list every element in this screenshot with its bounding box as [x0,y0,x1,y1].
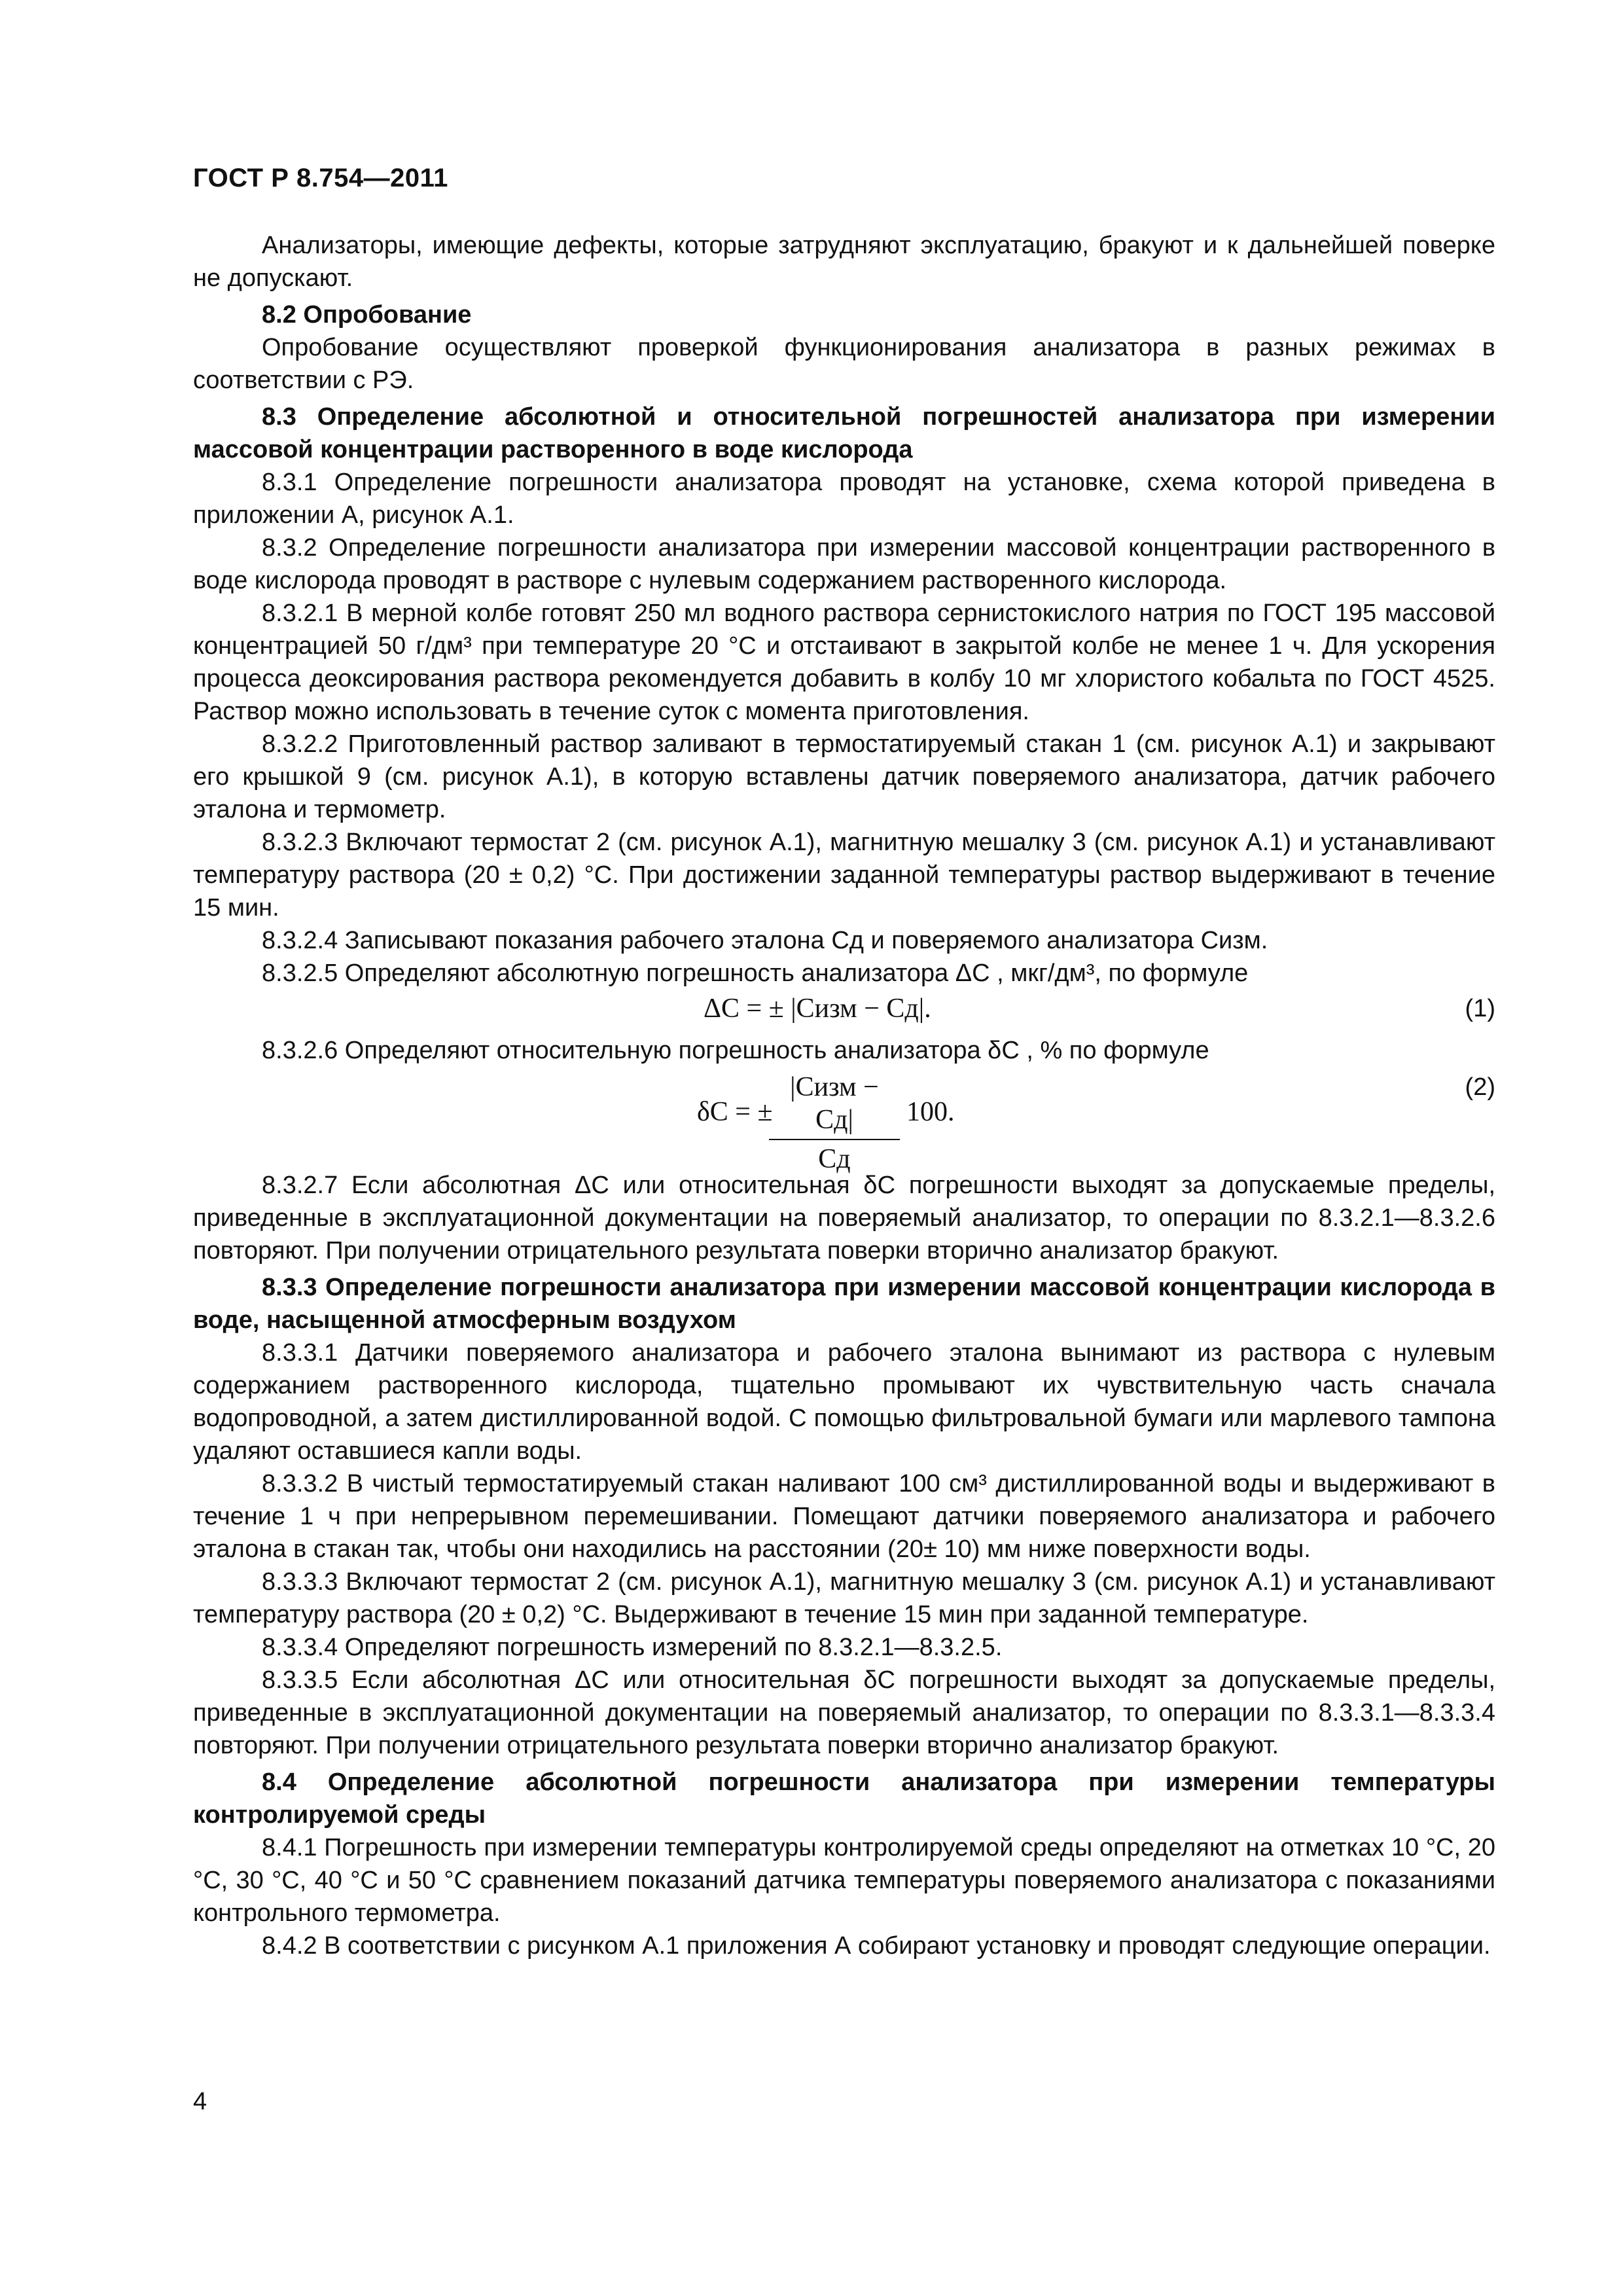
paragraph-8-4-2: 8.4.2 В соответствии с рисунком А.1 приложения А собирают установку и проводят следующие операции. [262,1932,1491,1960]
paragraph-8-3-3-4: 8.3.3.4 Определяют погрешность измерений по 8.3.2.1—8.3.2.5. [262,1634,1003,1661]
paragraph-8-3-2-7: 8.3.2.7 Если абсолютная ΔC или относительная δC погрешности выходят за допускаемые пределы, приведенные в эксплуатационной документации на поверяемый анализатор, то операции по 8.3.2.1—8.3.2.6 повторяют. При получении отрицательного результата поверки вторично анализатор бракуют. [193,1172,1495,1265]
heading-8-4: 8.4 Определение абсолютной погрешности анализатора при измерении температуры контролируемой среды [193,1768,1495,1829]
paragraph-8-2: Опробование осуществляют проверкой функционирования анализатора в разных режимах в соответствии с РЭ. [193,334,1495,394]
paragraph-8-3-2-5: 8.3.2.5 Определяют абсолютную погрешность анализатора ΔC , мкг/дм³, по формуле [262,960,1249,987]
paragraph-8-3-2-2: 8.3.2.2 Приготовленный раствор заливают в термостатируемый стакан 1 (см. рисунок А.1) и закрывают его крышкой 9 (см. рисунок А.1), в которую вставлены датчик поверяемого анализатора, датчик рабочего эталона и термометр. [193,730,1495,823]
paragraph-8-3-3-1: 8.3.3.1 Датчики поверяемого анализатора и рабочего эталона вынимают из раствора с нулевым содержанием растворенного кислорода, тщательно промывают их чувствительную часть сначала водопроводной, а затем дистиллированной водой. С помощью фильтровальной бумаги или марлевого тампона удаляют оставшиеся капли воды. [193,1339,1495,1465]
formula-2-lhs: δC = ± [697,1097,773,1127]
formula-1 [193,992,1495,1031]
page-number: 4 [193,2088,207,2115]
document-body [193,229,1495,1962]
paragraph-8-3-3-5: 8.3.3.5 Если абсолютная ΔC или относительная δC погрешности выходят за допускаемые пределы, приведенные в эксплуатационной документации на поверяемый анализатор, то операции по 8.3.3.1—8.3.3.4 повторяют. При получении отрицательного результата поверки вторично анализатор бракуют. [193,1666,1495,1759]
formula-2 [193,1071,1495,1174]
formula-2-tail: 100. [906,1097,955,1127]
heading-8-3-3: 8.3.3 Определение погрешности анализатора при измерении массовой концентрации кислорода в воде, насыщенной атмосферным воздухом [193,1274,1495,1334]
heading-8-2: 8.2 Опробование [262,301,472,329]
formula-2-fraction [769,1071,900,1175]
formula-2-numerator: |Cизм − Cд| [769,1071,900,1140]
paragraph-8-3-1: 8.3.1 Определение погрешности анализатора проводят на установке, схема которой приведена в приложении А, рисунок А.1. [193,469,1495,529]
paragraph-defects: Анализаторы, имеющие дефекты, которые затрудняют эксплуатацию, бракуют и к дальнейшей поверке не допускают. [193,232,1495,292]
paragraph-8-3-2-1: 8.3.2.1 В мерной колбе готовят 250 мл водного раствора сернистокислого натрия по ГОСТ 195 массовой концентрацией 50 г/дм³ при температуре 20 °С и отстаивают в закрытой колбе не менее 1 ч. Для ускорения процесса деоксирования раствора рекомендуется добавить в колбу 10 мг хлористого кобальта по ГОСТ 4525. Раствор можно использовать в течение суток с момента приготовления. [193,600,1495,725]
paragraph-8-3-2: 8.3.2 Определение погрешности анализатора при измерении массовой концентрации растворенного в воде кислорода проводят в растворе с нулевым содержанием растворенного кислорода. [193,534,1495,594]
formula-1-expression: ΔC = ± |Cизм − Cд|. [704,994,931,1024]
paragraph-8-3-2-3: 8.3.2.3 Включают термостат 2 (см. рисунок А.1), магнитную мешалку 3 (см. рисунок А.1) и устанавливают температуру раствора (20 ± 0,2) °С. При достижении заданной температуры раствор выдерживают в течение 15 мин. [193,829,1495,922]
paragraph-8-3-2-4: 8.3.2.4 Записывают показания рабочего эталона Cд и поверяемого анализатора Cизм. [262,927,1268,954]
paragraph-8-3-3-2: 8.3.3.2 В чистый термостатируемый стакан наливают 100 см³ дистиллированной воды и выдерживают в течение 1 ч при непрерывном перемешивании. Помещают датчики поверяемого анализатора и рабочего эталона в стакан так, чтобы они находились на расстоянии (20± 10) мм ниже поверхности воды. [193,1470,1495,1563]
heading-8-3: 8.3 Определение абсолютной и относительной погрешностей анализатора при измерении массовой концентрации растворенного в воде кислорода [193,403,1495,463]
paragraph-8-4-1: 8.4.1 Погрешность при измерении температуры контролируемой среды определяют на отметках 10 °С, 20 °С, 30 °С, 40 °С и 50 °С сравнением показаний датчика температуры поверяемого анализатора с показаниями контрольного термометра. [193,1834,1495,1927]
formula-2-denominator: Cд [818,1144,851,1174]
paragraph-8-3-2-6: 8.3.2.6 Определяют относительную погрешность анализатора δC , % по формуле [262,1037,1209,1064]
formula-1-number: (1) [1465,995,1495,1022]
document-header: ГОСТ Р 8.754—2011 [193,164,448,192]
paragraph-8-3-3-3: 8.3.3.3 Включают термостат 2 (см. рисунок А.1), магнитную мешалку 3 (см. рисунок А.1) и устанавливают температуру раствора (20 ± 0,2) °С. Выдерживают в течение 15 мин при заданной температуре. [193,1568,1495,1628]
formula-2-number: (2) [1465,1073,1495,1101]
